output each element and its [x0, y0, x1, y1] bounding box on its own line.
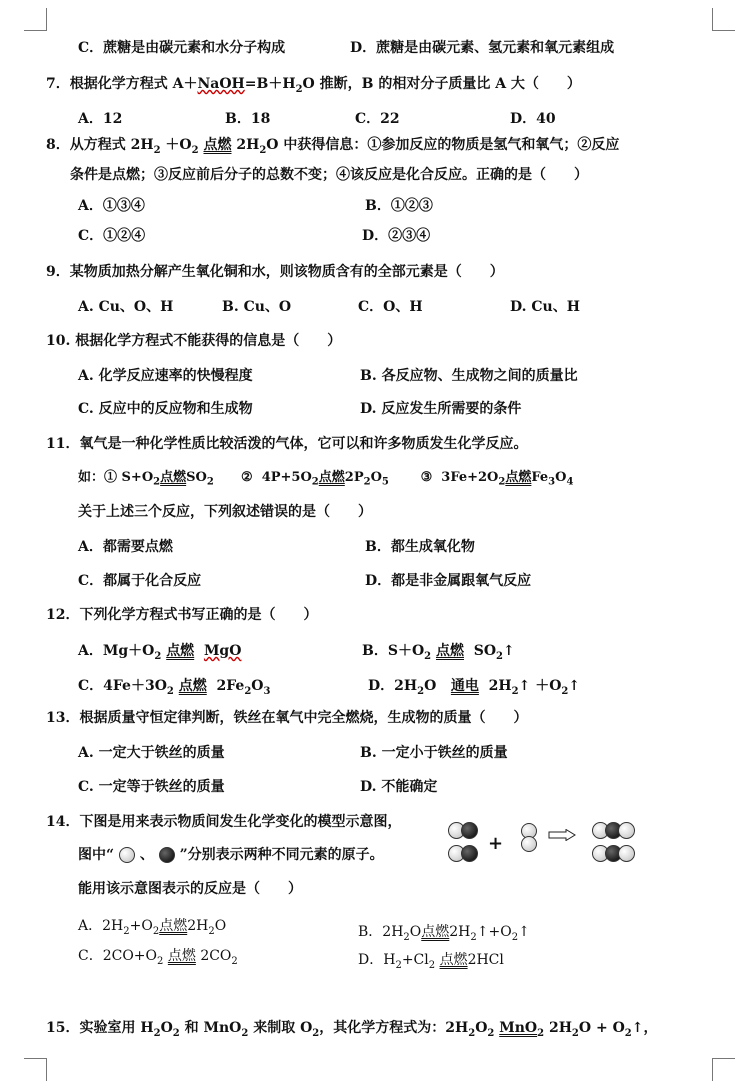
- q13-option-d: D. 不能确定: [360, 779, 438, 795]
- reactant-molecule-3: [521, 823, 537, 852]
- q9-option-b: B. Cu、O: [222, 299, 292, 315]
- crop-mark-top-left: [24, 8, 47, 31]
- q11-option-b: B．都生成氧化物: [365, 539, 475, 555]
- q7-option-b: B．18: [225, 111, 271, 127]
- q10-option-b: B. 各反应物、生成物之间的质量比: [360, 368, 578, 384]
- q6-option-c: C．蔗糖是由碳元素和水分子构成: [78, 40, 286, 56]
- q11-option-a: A．都需要点燃: [78, 539, 173, 555]
- product-molecule-2: [592, 845, 631, 862]
- reaction-arrow-icon: [548, 829, 576, 841]
- white-atom-icon: [618, 822, 635, 839]
- crop-mark-top-right: [712, 8, 735, 31]
- q14-stem: 14．下图是用来表示物质间发生化学变化的模型示意图，: [46, 814, 402, 830]
- q8-option-d: D．②③④: [362, 228, 431, 244]
- q13-option-b: B. 一定小于铁丝的质量: [360, 745, 508, 761]
- q11-examples: 如：① $S+O_2$点燃$SO_2$ ② $4P+5O_2$点燃$2P_2O_5$ ③ $3Fe+2O_2$点燃$Fe_3O_4$: [78, 470, 574, 488]
- q10-stem: 10. 根据化学方程式不能获得的信息是（ ）: [46, 333, 342, 349]
- q10-option-a: A. 化学反应速率的快慢程度: [78, 368, 253, 384]
- q8-stem-line2: 条件是点燃；③反应前后分子的总数不变；④该反应是化合反应。正确的是（ ）: [70, 167, 588, 183]
- q15-catalyst: MnO$_2$: [499, 1020, 545, 1039]
- q12-option-b: B．$S+O_2$ 点燃 $SO_2↑$: [362, 643, 515, 662]
- white-atom-icon: [119, 847, 135, 863]
- q14-question: 能用该示意图表示的反应是（ ）: [78, 881, 302, 897]
- q12-stem: 12．下列化学方程式书写正确的是（ ）: [46, 607, 318, 623]
- white-atom-icon: [618, 845, 635, 862]
- q7-stem: 7．根据化学方程式 $A+NaOH=B+H_2O$ 推断，B 的相对分子质量比 A 大（ ）: [46, 76, 581, 95]
- q11-stem: 11．氧气是一种化学性质比较活泼的气体，它可以和许多物质发生化学反应。: [46, 436, 528, 452]
- q14-option-d: D．$H_2+Cl_2$ 点燃2HCl: [358, 952, 504, 971]
- q8-option-b: B．①②③: [365, 198, 433, 214]
- q8-condition: 点燃: [203, 137, 232, 153]
- black-atom-icon: [159, 847, 175, 863]
- q8-option-a: A．①③④: [78, 198, 145, 214]
- q14-option-c: C．$2CO+O_2$ 点燃 $2CO_2$: [78, 948, 238, 967]
- q11-option-d: D．都是非金属跟氧气反应: [365, 573, 532, 589]
- q9-option-d: D. Cu、H: [510, 299, 580, 315]
- q14-option-b: B．$2H_2O$点燃$2H_2↑+O_2↑$: [358, 924, 530, 943]
- q6-option-d: D．蔗糖是由碳元素、氢元素和氧元素组成: [350, 40, 615, 56]
- reaction-model-diagram: [444, 818, 644, 868]
- black-atom-icon: [461, 822, 478, 839]
- reactant-molecule-2: [448, 845, 474, 862]
- crop-mark-bottom-left: [24, 1058, 47, 1081]
- q13-option-c: C. 一定等于铁丝的质量: [78, 779, 225, 795]
- product-molecule-1: [592, 822, 631, 839]
- white-atom-icon: [521, 836, 537, 852]
- q14-legend-line: 图中“ 、 ”分别表示两种不同元素的原子。: [78, 847, 384, 863]
- q7-option-d: D．40: [510, 111, 556, 127]
- q8-stem-line1: 8．从方程式 $2H_2 +O_2$ 点燃 $2H_2O$ 中获得信息：①参加反应的物质是氢气和氧气；②反应: [46, 137, 620, 156]
- q7-option-c: C．22: [355, 111, 400, 127]
- crop-mark-bottom-right: [712, 1058, 735, 1081]
- reactant-molecule-1: [448, 822, 474, 839]
- q8-option-c: C．①②④: [78, 228, 146, 244]
- naoh-formula: NaOH: [197, 76, 245, 92]
- q11-option-c: C．都属于化合反应: [78, 573, 202, 589]
- q15-stem: 15．实验室用 $H_2O_2$ 和 MnO$_2$ 来制取 $O_2$，其化学方程式为：$2H_2O_2$ MnO$_2$ $2H_2O$ + $O_2↑$，: [46, 1018, 657, 1044]
- q10-option-d: D. 反应发生所需要的条件: [360, 401, 522, 417]
- q14-option-a: A．$2H_2+O_2$点燃$2H_2O$: [78, 918, 227, 937]
- q9-stem: 9．某物质加热分解产生氧化铜和水，则该物质含有的全部元素是（ ）: [46, 264, 504, 280]
- q13-stem: 13．根据质量守恒定律判断，铁丝在氧气中完全燃烧，生成物的质量（ ）: [46, 710, 528, 726]
- q12-option-c: C．$4Fe+3O_2$ 点燃 $2Fe_2O_3$: [78, 678, 271, 697]
- q7-option-a: A．12: [78, 111, 123, 127]
- black-atom-icon: [461, 845, 478, 862]
- plus-sign: +: [488, 833, 504, 854]
- q10-option-c: C. 反应中的反应物和生成物: [78, 401, 253, 417]
- q11-question: 关于上述三个反应，下列叙述错误的是（ ）: [78, 504, 372, 520]
- q9-option-a: A. Cu、O、H: [78, 299, 174, 315]
- q12-option-a: A．$Mg+O_2$ 点燃 MgO: [78, 643, 242, 662]
- q9-option-c: C．O、H: [358, 299, 423, 315]
- q12-option-d: D．$2H_2O$ 通电 $2H_2↑$ $+O_2↑$: [368, 678, 581, 697]
- q13-option-a: A. 一定大于铁丝的质量: [78, 745, 225, 761]
